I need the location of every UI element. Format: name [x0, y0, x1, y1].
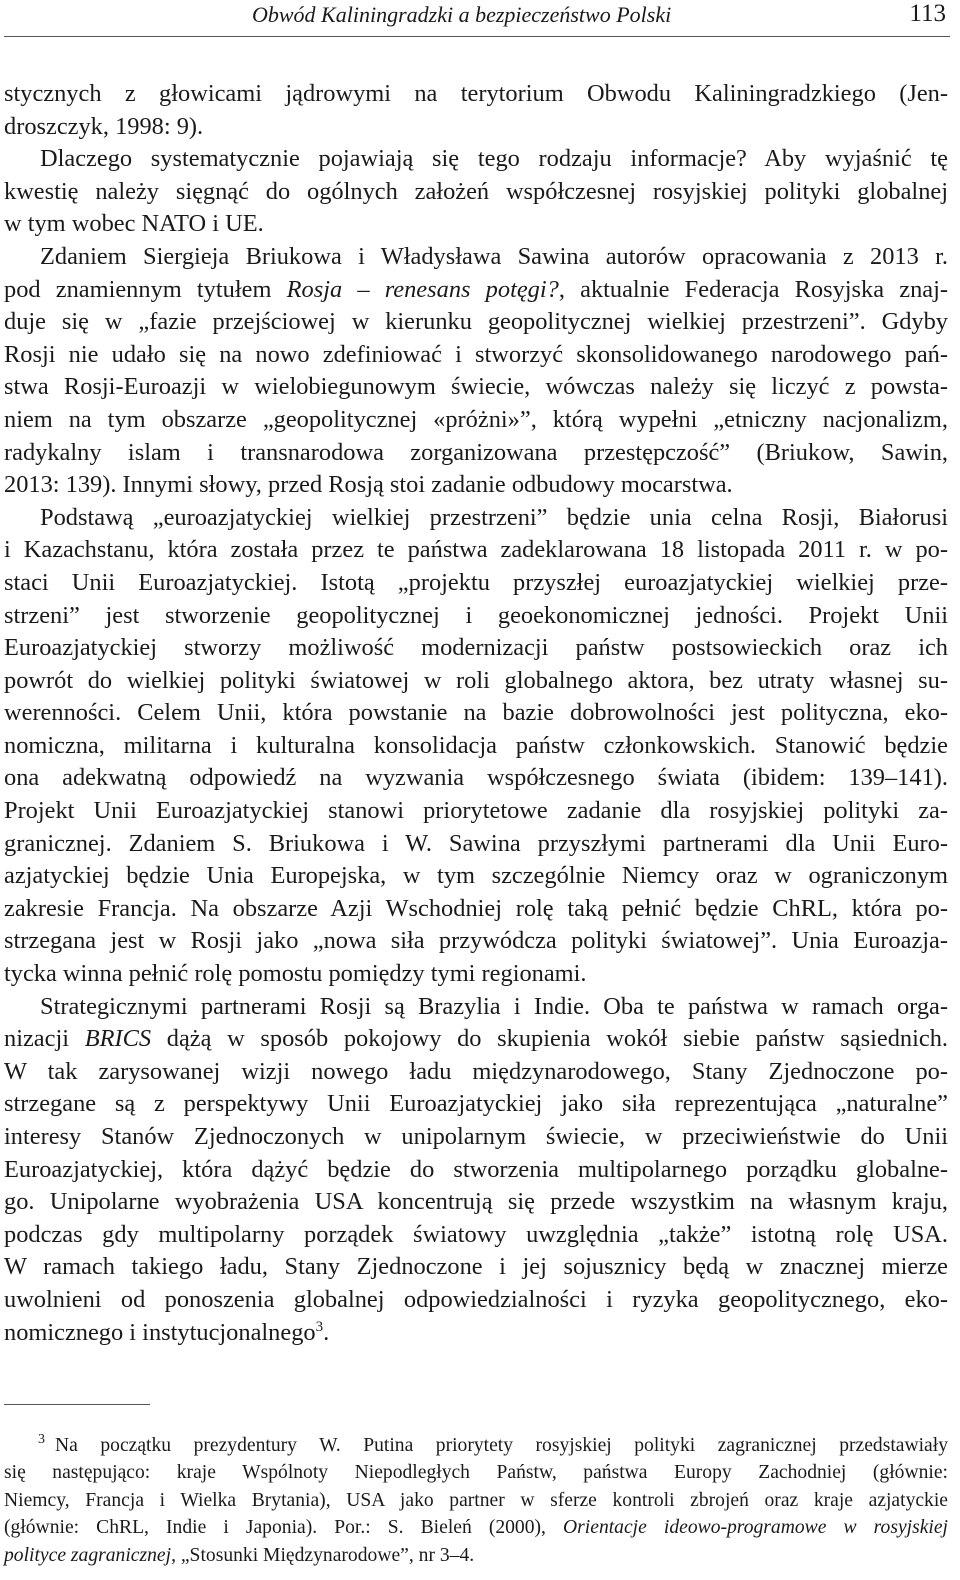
- body-text: [4, 78, 948, 1349]
- text-line: azjatyckiej będzie Unia Europejska, w tym szczególnie Niemcy oraz w ograniczonym: [4, 862, 948, 890]
- footnote-mark: 3: [38, 1432, 45, 1447]
- text-line: W tak zarysowanej wizji nowego ładu międzynarodowego, Stany Zjednoczone po-: [4, 1057, 948, 1085]
- header-rule: [4, 36, 950, 37]
- text-line: [4, 1023, 948, 1056]
- paragraph-start-line: Podstawą „euroazjatyckiej wielkiej przestrzeni” będzie unia celna Rosji, Białorusi: [40, 503, 948, 531]
- text-line: staci Unii Euroazjatyckiej. Istotą „projektu przyszłej euroazjatyckiej wielkiej prze-: [4, 568, 948, 596]
- text-line: nomiczna, militarna i kulturalna konsolidacja państw członkowskich. Stanowić będzie: [4, 731, 948, 759]
- organization-name: BRICS: [84, 1025, 152, 1053]
- text-line: 2013: 139). Innymi słowy, przed Rosją stoi zadanie odbudowy mocarstwa.: [4, 471, 733, 499]
- paragraph-start-line: Strategicznymi partnerami Rosji są Brazylia i Indie. Oba te państwa w ramach orga-: [40, 992, 948, 1020]
- cited-title: Orientacje ideowo-programowe w rosyjskiej: [563, 1517, 948, 1539]
- text-line: Projekt Unii Euroazjatyckiej stanowi priorytetowe zadanie dla rosyjskiej polityki za-: [4, 797, 948, 825]
- text-line: stycznych z głowicami jądrowymi na terytorium Obwodu Kaliningradzkiego (Jen-: [4, 80, 948, 107]
- footnote-line: [4, 1542, 948, 1569]
- text-segment: (głównie: ChRL, Indie i Japonia). Por.: S. Bieleń (2000),: [4, 1517, 564, 1539]
- text-line: W ramach takiego ładu, Stany Zjednoczone i jej sojusznicy będą w znacznej mierze: [4, 1253, 948, 1281]
- text-line: strzeni” jest stworzenie geopolitycznej i geoekonomicznej jedności. Projekt Unii: [4, 601, 948, 629]
- text-line: duje się w „fazie przejściowej w kierunku geopolitycznej wielkiej przestrzeni”. Gdyby: [4, 308, 948, 336]
- text-line: werenności. Celem Unii, która powstanie na bazie dobrowolności jest polityczna, eko-: [4, 699, 948, 727]
- text-segment: nomicznego i instytucjonalnego: [4, 1318, 316, 1346]
- text-line: tycka winna pełnić rolę pomostu pomiędzy tymi regionami.: [4, 960, 587, 988]
- footnote-line: się następująco: kraje Wspólnoty Niepodległych Państw, państwa Europy Zachodniej (głównie:: [4, 1462, 948, 1484]
- text-segment: dążą w sposób pokojowy do skupienia wokół siebie państw sąsiednich.: [151, 1025, 948, 1053]
- footnote-line: [4, 1432, 948, 1459]
- footnote-reference: 3: [315, 1318, 324, 1335]
- running-title: Obwód Kaliningradzki a bezpieczeństwo Polski: [252, 2, 672, 27]
- text-segment: nizacji: [4, 1025, 85, 1053]
- footnote-line: Niemcy, Francja i Wielka Brytania), USA jako partner w sferze kontroli zbrojeń oraz kraje azjatyckie: [4, 1489, 948, 1511]
- text-line: uwolnieni od ponoszenia globalnej odpowiedzialności i ryzyka geopolitycznego, eko-: [4, 1285, 948, 1313]
- page-number: 113: [909, 0, 946, 27]
- running-header: [0, 0, 960, 40]
- text-line: [4, 274, 948, 307]
- footnote-line: [4, 1514, 948, 1541]
- paragraph-start-line: Dlaczego systematycznie pojawiają się tego rodzaju informacje? Aby wyjaśnić tę: [40, 145, 948, 173]
- text-line: Euroazjatyckiej stworzy możliwość modernizacji państw postsowieckich oraz ich: [4, 634, 948, 662]
- text-line: strzegane są z perspektywy Unii Euroazjatyckiej jako siła reprezentująca „naturalne”: [4, 1090, 948, 1118]
- text-line: zakresie Francja. Na obszarze Azji Wschodniej rolę taką pełnić będzie ChRL, która po-: [4, 894, 948, 922]
- text-line: kwestię należy sięgnąć do ogólnych założeń współczesnej rosyjskiej polityki globalnej: [4, 177, 948, 205]
- text-line: strzegana jest w Rosji jako „nowa siła przywódcza polityki światowej”. Unia Euroazja-: [4, 927, 948, 955]
- text-line: ona adekwatną odpowiedź na wyzwania współczesnego świata (ibidem: 139–141).: [4, 764, 948, 792]
- text-line: w tym wobec NATO i UE.: [4, 210, 264, 238]
- text-segment: , aktualnie Federacja Rosyjska znaj-: [558, 275, 948, 303]
- book-title: Rosja – renesans potęgi?: [286, 275, 559, 303]
- text-line: granicznej. Zdaniem S. Briukowa i W. Sawina przyszłymi partnerami dla Unii Euro-: [4, 829, 948, 857]
- text-segment: .: [323, 1318, 330, 1346]
- text-line: droszczyk, 1998: 9).: [4, 112, 204, 140]
- footnote: [4, 1432, 948, 1569]
- text-segment: Na początku prezydentury W. Putina priorytety rosyjskiej polityki zagranicznej przedstawiały: [55, 1435, 948, 1456]
- text-line: niem na tym obszarze „geopolitycznej «próżni»”, którą wypełni „etniczny nacjonalizm,: [4, 405, 948, 433]
- text-line: Rosji nie udało się na nowo zdefiniować i stworzyć skonsolidowanego narodowego pań-: [4, 340, 948, 368]
- footnote-rule: [4, 1404, 150, 1405]
- cited-title: polityce zagranicznej: [4, 1544, 172, 1566]
- text-line: go. Unipolarne wyobrażenia USA koncentrują się przede wszystkim na własnym kraju,: [4, 1188, 948, 1216]
- text-line: stwa Rosji-Euroazji w wielobiegunowym świecie, wówczas należy się liczyć z powsta-: [4, 373, 948, 401]
- paragraph-start-line: Zdaniem Siergieja Briukowa i Władysława Sawina autorów opracowania z 2013 r.: [40, 242, 948, 270]
- text-line: podczas gdy multipolarny porządek światowy uwzględnia „także” istotną rolę USA.: [4, 1220, 948, 1248]
- text-line: i Kazachstanu, która została przez te państwa zadeklarowana 18 listopada 2011 r. w po-: [4, 536, 948, 564]
- text-line: [4, 1317, 948, 1350]
- text-line: powrót do wielkiej polityki światowej w roli globalnego aktora, bez utraty własnej su-: [4, 666, 948, 694]
- text-line: Euroazjatyckiej, która dążyć będzie do stworzenia multipolarnego porządku globalne-: [4, 1155, 948, 1183]
- text-line: radykalny islam i transnarodowa zorganizowana przestępczość” (Briukow, Sawin,: [4, 438, 948, 466]
- text-line: interesy Stanów Zjednoczonych w unipolarnym świecie, w przeciwieństwie do Unii: [4, 1123, 948, 1150]
- text-segment: pod znamiennym tytułem: [4, 275, 287, 303]
- text-segment: , „Stosunki Międzynarodowe”, nr 3–4.: [171, 1544, 475, 1566]
